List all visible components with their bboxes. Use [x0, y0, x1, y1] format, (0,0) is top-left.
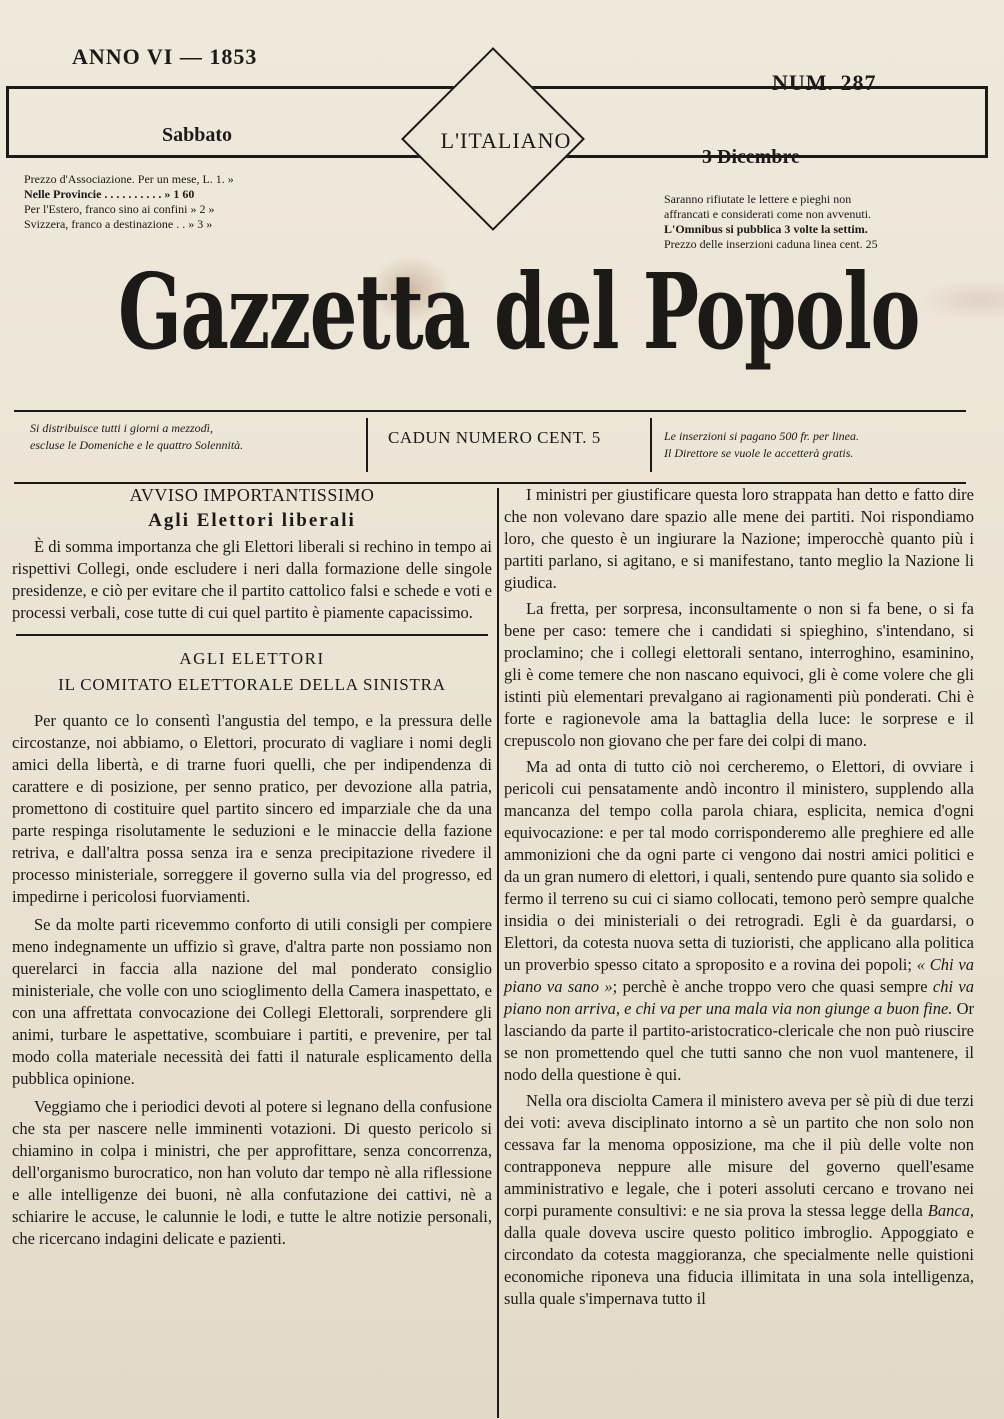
notice-line: L'Omnibus si pubblica 3 volte la settim.	[664, 222, 868, 236]
notice-line: Prezzo delle inserzioni caduna linea cent. 25	[664, 237, 878, 251]
column-divider	[497, 488, 499, 1418]
insertion-note	[664, 428, 964, 462]
day-label: Sabbato	[162, 124, 233, 146]
avviso-subtitle: Agli Elettori liberali	[148, 510, 356, 531]
distribution-note	[30, 420, 370, 454]
avviso-title: AVVISO IMPORTANTISSIMO	[129, 485, 375, 505]
insertion-line: Il Direttore se vuole le accetterà gratis.	[664, 446, 854, 460]
strip-divider	[366, 418, 368, 472]
article-text: Or lasciando da parte il partito-aristocratico-clericale che non può riuscire se non promettendo quel che tutti sanno che non vuol mantenere, il nodo della questione è qui.	[504, 999, 975, 1084]
article-text: , dalla quale doveva uscire questo politico imbroglio. Appoggiato e circondato da cotesta maggioranza, che specialmente nelle quistioni economiche riponeva una fiducia illimitata in una sola intelligenza, sulla quale s'impernava tutto il	[504, 1201, 975, 1308]
notice-line: affrancati e considerati come non avvenuti.	[664, 207, 872, 221]
masthead-title: Gazzetta del Popolo	[118, 250, 920, 373]
proverb-quote: chi va piano non arriva, e chi va per una mala via non giunge a buon fine.	[504, 977, 975, 1018]
article-paragraph: Per quanto ce lo consentì l'angustia del tempo, e la pressura delle circostanze, noi abbiamo, o Elettori, procurato di vagliare i nomi degli amici della libertà, e di trarne fuori quelli, che per indipendenza di carattere e di posizione, per senno pratico, per devozione alla patria, promettono di costituire quel partito sincero ed imparziale che da una parte respinga risolutamente le seduzioni e le minaccie della fazione retriva, e dall'altra possa senza ira e senza precipitazione rivedere il processo ministeriale, sorreggere il governo sulla via del progresso, ed impedirne i pericolosi fuorviamenti.	[12, 711, 492, 906]
price-line: Svizzera, franco a destinazione . . » 3 »	[24, 217, 213, 231]
article-paragraph: Veggiamo che i periodici devoti al potere si legnano della confusione che sta per nascere nelle imminenti votazioni. Di questo pericolo si chiamino in colpa i ministri, che per approfittare, senza concorrenza, dell'organismo burocratico, non han voluto dar tempo nè alla riflessione e alle intelligenze dei buoni, nè alla confutazione dei cattivi, nè a schiarire le accuse, le calunnie le lodi, e tutte le altre notizie personali, che ricercano indagini delicate e pazienti.	[12, 1097, 492, 1248]
article-text: Nella ora disciolta Camera il ministero aveva per sè più di due terzi dei voti: aveva disciplinato intorno a sè un partito che non solo non cessava far la menoma opposizione, ma che il più delle volte non contrapponeva neppure alle misure del governo quell'esame amministrativo e legale, che i poteri assoluti cercano e trovano nei corpi puramente consultivi: e ne sia prova la stessa legge della	[504, 1091, 974, 1220]
article-text: Ma ad onta di tutto ciò noi cercheremo, o Elettori, di ovviare i pericoli cui pensatamente andò incontro il ministero, supplendo alla mancanza del tempo colla parola chiara, esplicita, nemica d'ogni equivocazione: e per tal modo corrisponderemo alle preghiere ed alle ammonizioni che da ogni parte ci vengono dai nostri amici politici e da un gran numero di elettori, i quali, sentendo pure quanto sia solido e fermo il terreno su cui ci siamo collocati, temono però sempre qualche insidia o dei ministeriali o dei retrogradi. Egli è da guardarsi, o Elettori, da cotesta nuova setta di tuzioristi, che applicano alla politica un proverbio spesso citato a sproposito e a rovina dei popoli;	[504, 757, 974, 974]
proverb-quote: « Chi va piano va sano »	[504, 955, 974, 996]
section-rule	[16, 634, 488, 636]
seal-title: L'ITALIANO	[440, 128, 572, 153]
price-per-issue: CADUN NUMERO CENT. 5	[388, 428, 601, 447]
comitato-title: IL COMITATO ELETTORALE DELLA SINISTRA	[58, 675, 446, 694]
left-column	[12, 484, 492, 1250]
price-line: Nelle Provincie . . . . . . . . . . » 1 60	[24, 187, 195, 201]
distribution-line: escluse le Domeniche e le quattro Solennità.	[30, 438, 244, 452]
banca-word: Banca	[927, 1201, 970, 1220]
avviso-text: È di somma importanza che gli Elettori liberali si rechino in tempo ai rispettivi Collegi, onde escludere i neri dalla formazione delle singole presidenze, e ciò per evitare che il partito cattolico falsi e schede e voti e processi verbali, cose tutte di cui quel partito è piamente capacissimo.	[12, 537, 492, 622]
agli-elettori-title: AGLI ELETTORI	[179, 649, 325, 668]
subscription-prices	[24, 172, 364, 232]
price-line: Per l'Estero, franco sino ai confini » 2 »	[24, 202, 215, 216]
strip-divider	[650, 418, 652, 472]
price-line: Prezzo d'Associazione. Per un mese, L. 1. »	[24, 172, 234, 186]
article-paragraph: Se da molte parti ricevemmo conforto di utili consigli per compiere meno indegnamente un uffizio sì grave, d'altra parte non possiamo non querelarci in faccia alla nazione del mal ponderato consiglio ministeriale, che volle con uno scioglimento della Camera inaspettato, e con una affrettata convocazione dei Collegi Elettorali, sorprendere gli animi, turbare le aspettative, scombuiare i partiti, e prevenire, per tal modo colla materiale necessità dei fatti il naturale esplicamento della pubblica opinione.	[12, 915, 492, 1088]
article-text: ; perchè è anche troppo vero che quasi sempre	[612, 977, 928, 996]
article-paragraph	[504, 1090, 974, 1310]
insertion-line: Le inserzioni si pagano 500 fr. per linea.	[664, 429, 860, 443]
right-column	[504, 484, 974, 1310]
distribution-line: Si distribuisce tutti i giorni a mezzodì,	[30, 421, 214, 435]
issue-number: NUM. 287	[772, 70, 877, 95]
article-paragraph: I ministri per giustificare questa loro strappata han detto e fatto dire che non volevano dare spazio alle mene dei partiti. Noi rispondiamo loro, che questo è un ingiurare la Nazione; imperocchè quanto più i partiti parlano, si agitano, e si manifestano, tanto meglio la Nazione li giudica.	[504, 485, 974, 592]
publication-notices	[664, 192, 964, 252]
article-paragraph	[504, 756, 974, 1086]
date-label: 3 Dicembre	[702, 146, 800, 168]
year-issue-label: ANNO VI — 1853	[72, 44, 258, 69]
article-paragraph: La fretta, per sorpresa, inconsultamente o non si fa bene, o si fa bene per caso: temere che i candidati si spieghino, s'intendano, si proclamino; che i collegi elettorali sentano, interroghino, esaminino, gli è come temere che non nascano equivoci, gli è come volere che gli istinti più elementari prevalgano ai ragionamenti più ponderati. Chi è forte e ragionevole ama la battaglia della luce: le sorprese e il crepuscolo non giovano che per fare dei colpi di mano.	[504, 599, 974, 750]
notice-line: Saranno rifiutate le lettere e pieghi non	[664, 192, 852, 206]
